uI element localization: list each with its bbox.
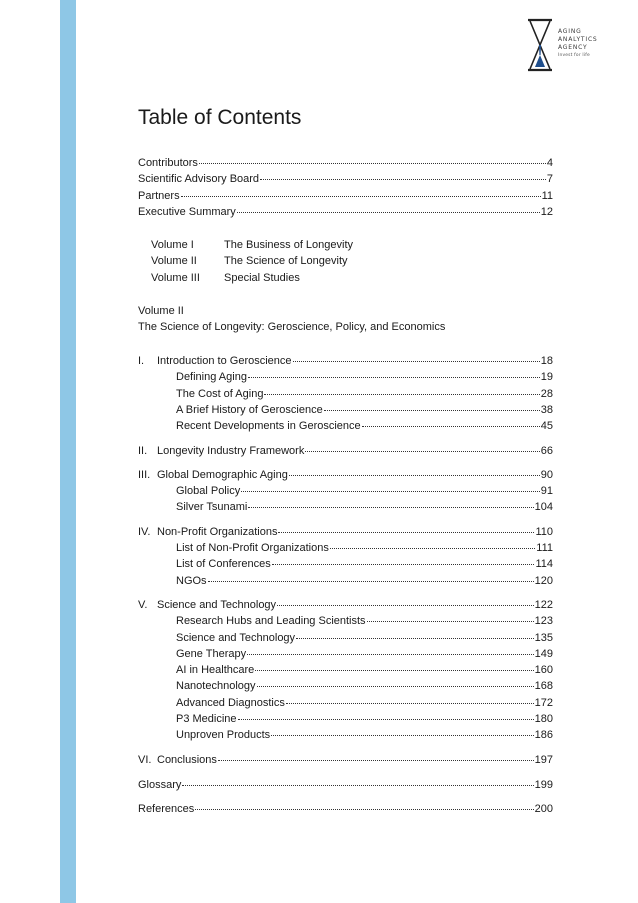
toc-entry-title: Introduction to Geroscience: [157, 355, 292, 367]
toc-entry-title: Advanced Diagnostics: [176, 696, 285, 709]
toc-entry-label: [176, 484, 240, 498]
dot-leader: [237, 211, 540, 213]
toc-entry-title: Unproven Products: [176, 729, 271, 742]
toc-page-number: 172: [534, 696, 553, 709]
toc-page-number: 186: [534, 729, 553, 742]
hourglass-icon: [526, 18, 554, 72]
toc-page-number: 135: [534, 631, 553, 644]
dot-leader: [218, 759, 534, 761]
dot-leader: [257, 685, 534, 687]
toc-page-number: 38: [540, 403, 553, 416]
toc-entry-title: AI in Healthcare: [176, 664, 255, 677]
toc-entry-label: [176, 728, 270, 742]
volume-number: Volume II: [151, 255, 197, 268]
toc-entry-title: Nanotechnology: [176, 680, 256, 693]
toc-entry-label: [176, 614, 366, 628]
toc-entry-title: Glossary: [138, 778, 182, 791]
toc-entry-label: [176, 557, 271, 571]
toc-page-number: 180: [534, 713, 553, 725]
toc-entry-label: [138, 802, 194, 816]
toc-section-number: I.: [138, 355, 145, 367]
toc-entry-label: [176, 387, 263, 401]
toc-page-number: 28: [540, 387, 553, 400]
toc-section-number: IV.: [138, 525, 151, 538]
toc-entry-label: [138, 444, 304, 458]
toc-page-number: 19: [540, 371, 553, 384]
toc-entry-title: Global Policy: [176, 485, 241, 498]
toc-entry-label: [176, 370, 247, 384]
volume-entry: [151, 254, 348, 268]
toc-entry-label: [176, 541, 329, 555]
toc-entry-title: The Cost of Aging: [176, 387, 264, 400]
toc-entry-label: [138, 189, 180, 203]
current-volume-subtitle: The Science of Longevity: Geroscience, Policy, and Economics: [138, 321, 446, 333]
toc-entry-label: [138, 468, 288, 482]
dot-leader: [271, 734, 533, 736]
toc-entry-title: Executive Summary: [138, 205, 236, 218]
toc-entry[interactable]: [138, 156, 553, 170]
dot-leader: [247, 653, 534, 655]
toc-entry[interactable]: [138, 354, 553, 368]
toc-entry-title: References: [138, 803, 195, 816]
toc-entry[interactable]: [138, 753, 553, 767]
toc-entry-label: [138, 354, 292, 368]
toc-entry-label: [176, 419, 361, 433]
toc-page-number: 123: [534, 615, 553, 628]
toc-page-number: 200: [534, 803, 553, 816]
toc-sub-entry[interactable]: [176, 728, 553, 742]
toc-page-number: 199: [534, 778, 553, 791]
toc-section-number: II.: [138, 444, 148, 457]
toc-sub-entry[interactable]: [176, 557, 553, 571]
current-volume-label: Volume II: [138, 305, 184, 317]
toc-sub-entry[interactable]: [176, 574, 553, 588]
toc-entry-label: [176, 500, 247, 514]
toc-page-number: 160: [534, 664, 553, 677]
toc-sub-entry[interactable]: [176, 484, 553, 498]
dot-leader: [277, 604, 534, 606]
toc-entry-title: Science and Technology: [157, 598, 277, 611]
toc-sub-entry[interactable]: [176, 387, 553, 401]
page-side-bar: [60, 0, 76, 903]
toc-entry-title: Scientific Advisory Board: [138, 173, 260, 186]
dot-leader: [272, 563, 535, 565]
toc-entry-label: [176, 696, 285, 710]
dot-leader: [238, 718, 534, 720]
toc-entry[interactable]: [138, 172, 553, 186]
toc-page-number: 168: [534, 680, 553, 693]
toc-sub-entry[interactable]: [176, 541, 553, 555]
toc-entry-title: Longevity Industry Framework: [157, 444, 305, 457]
toc-page-number: 110: [535, 525, 553, 538]
toc-sub-entry[interactable]: [176, 403, 553, 417]
toc-entry[interactable]: [138, 802, 553, 816]
dot-leader: [296, 637, 534, 639]
toc-entry-label: [176, 403, 323, 417]
toc-sub-entry[interactable]: [176, 696, 553, 710]
toc-entry-label: [138, 172, 259, 186]
toc-entry-title: Defining Aging: [176, 371, 247, 384]
toc-page-number: 91: [540, 485, 553, 498]
dot-leader: [324, 409, 540, 411]
volume-name: The Science of Longevity: [224, 255, 348, 268]
toc-entry-title: Partners: [138, 189, 180, 202]
toc-page-number: 4: [546, 157, 553, 169]
volume-number: Volume III: [151, 271, 200, 284]
dot-leader: [248, 506, 533, 508]
volume-number: Volume I: [151, 239, 194, 251]
logo-line-2: ANALYTICS: [558, 36, 598, 43]
dot-leader: [208, 580, 534, 582]
toc-page-number: 7: [546, 173, 553, 186]
toc-entry[interactable]: [138, 189, 553, 203]
dot-leader: [255, 669, 533, 671]
dot-leader: [195, 808, 533, 810]
toc-entry-title: List of Non-Profit Organizations: [176, 542, 329, 554]
toc-entry-title: Silver Tsunami: [176, 501, 248, 514]
dot-leader: [264, 393, 539, 395]
dot-leader: [182, 784, 533, 786]
toc-entry-label: [176, 712, 237, 726]
page-title: Table of Contents: [138, 106, 302, 129]
toc-entry-title: P3 Medicine: [176, 713, 237, 725]
dot-leader: [199, 162, 546, 164]
toc-page-number: 197: [534, 753, 553, 766]
toc-entry-title: Science and Technology: [176, 631, 296, 644]
dot-leader: [367, 620, 534, 622]
toc-page-number: 18: [540, 355, 553, 367]
dot-leader: [305, 450, 539, 452]
logo-wordmark: [558, 28, 598, 60]
toc-sub-entry[interactable]: [176, 370, 553, 384]
dot-leader: [181, 195, 541, 197]
toc-page-number: 149: [534, 647, 553, 660]
toc-sub-entry[interactable]: [176, 647, 553, 661]
toc-page-number: 104: [534, 501, 553, 514]
company-logo: [526, 18, 626, 74]
toc-entry-label: [176, 574, 207, 588]
dot-leader: [289, 474, 540, 476]
dot-leader: [293, 360, 540, 362]
volume-entry: [151, 238, 353, 252]
logo-tagline: Invest for life: [558, 53, 590, 58]
toc-entry-title: A Brief History of Geroscience: [176, 403, 323, 416]
toc-entry-label: [176, 631, 295, 645]
toc-entry-label: [138, 598, 276, 612]
toc-page-number: 120: [534, 574, 553, 587]
dot-leader: [286, 702, 534, 704]
toc-section-number: VI.: [138, 753, 152, 766]
toc-page-number: 111: [536, 542, 553, 554]
toc-sub-entry[interactable]: [176, 500, 553, 514]
toc-page-number: 11: [541, 189, 553, 202]
toc-sub-entry[interactable]: [176, 663, 553, 677]
dot-leader: [260, 178, 546, 180]
toc-entry-label: [138, 778, 181, 792]
toc-entry-title: Research Hubs and Leading Scientists: [176, 615, 366, 628]
toc-entry-label: [176, 679, 256, 693]
logo-line-3: AGENCY: [558, 44, 588, 51]
toc-entry-title: Recent Developments in Geroscience: [176, 420, 361, 433]
dot-leader: [278, 531, 534, 533]
toc-page-number: 66: [540, 444, 553, 457]
toc-page-number: 90: [540, 468, 553, 481]
toc-entry-label: [176, 647, 246, 661]
dot-leader: [241, 490, 540, 492]
toc-entry[interactable]: [138, 525, 553, 539]
toc-section-number: V.: [138, 598, 148, 611]
toc-sub-entry[interactable]: [176, 614, 553, 628]
toc-entry[interactable]: [138, 468, 553, 482]
toc-entry[interactable]: [138, 778, 553, 792]
toc-entry-title: Gene Therapy: [176, 647, 247, 660]
toc-page-number: 114: [535, 558, 553, 571]
dot-leader: [362, 425, 540, 427]
toc-page-number: 45: [540, 420, 553, 433]
toc-entry-title: List of Conferences: [176, 558, 271, 571]
toc-entry-title: Non-Profit Organizations: [157, 525, 278, 538]
toc-entry-label: [176, 663, 254, 677]
dot-leader: [248, 376, 540, 378]
toc-sub-entry[interactable]: [176, 712, 553, 726]
toc-entry-label: [138, 156, 198, 170]
toc-entry[interactable]: [138, 598, 553, 612]
toc-sub-entry[interactable]: [176, 419, 553, 433]
toc-entry-title: Global Demographic Aging: [157, 468, 288, 481]
volume-name: The Business of Longevity: [224, 239, 354, 251]
toc-entry[interactable]: [138, 444, 553, 458]
toc-entry-label: [138, 205, 236, 219]
toc-entry-title: NGOs: [176, 574, 207, 587]
toc-entry-title: Contributors: [138, 157, 198, 169]
toc-entry-label: [138, 753, 217, 767]
toc-section-number: III.: [138, 468, 151, 481]
toc-entry-label: [138, 525, 277, 539]
dot-leader: [330, 547, 535, 549]
toc-page-number: 12: [540, 205, 553, 218]
logo-line-1: AGING: [558, 28, 582, 35]
toc-entry[interactable]: [138, 205, 553, 219]
toc-entry-title: Conclusions: [157, 753, 217, 766]
toc-sub-entry[interactable]: [176, 679, 553, 693]
volume-name: Special Studies: [224, 271, 300, 284]
toc-page-number: 122: [534, 598, 553, 611]
toc-sub-entry[interactable]: [176, 631, 553, 645]
volume-entry: [151, 271, 300, 285]
